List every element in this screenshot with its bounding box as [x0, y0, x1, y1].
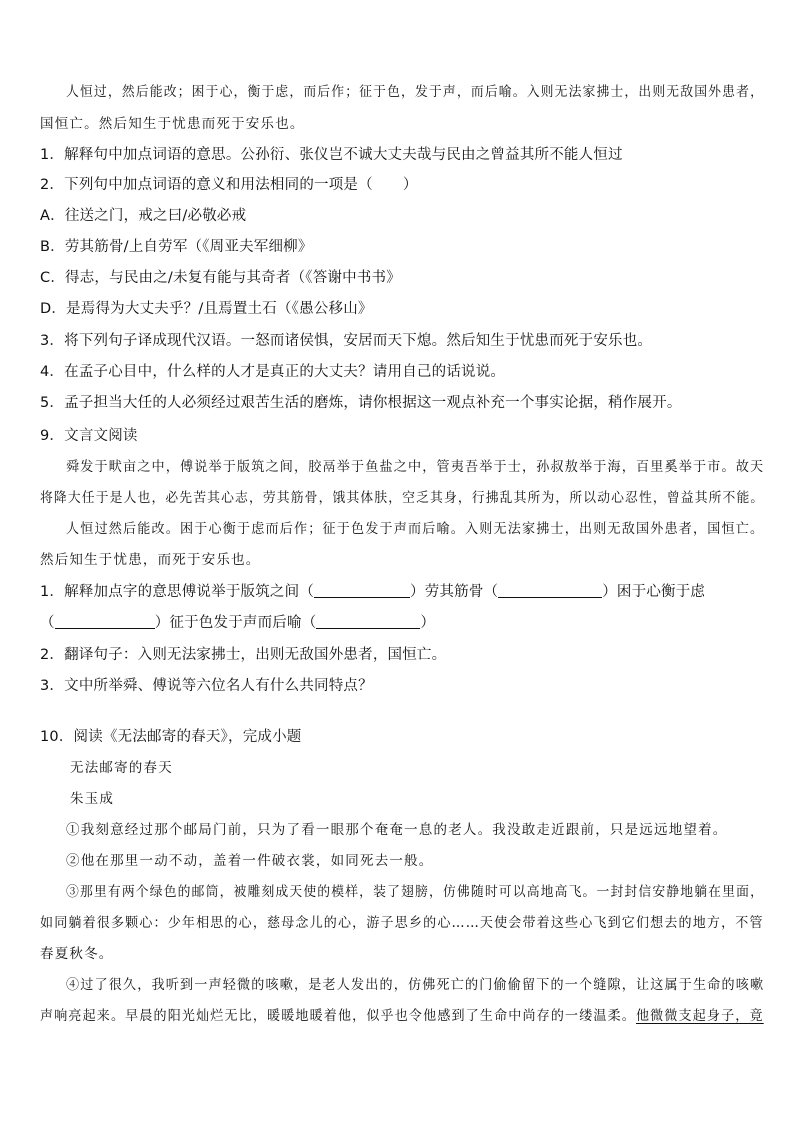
- q1-part-d: （: [40, 615, 55, 631]
- article-paragraph-1: ①我刻意经过那个邮局门前，只为了看一眼那个奄奄一息的老人。我没敢走近跟前，只是远远地望着。: [66, 822, 728, 838]
- question-2-close: ）: [402, 177, 418, 193]
- underlined-sentence: 他微微支起身子，竟: [635, 1008, 764, 1024]
- article-paragraph-3-line3: 春夏秋冬。: [40, 946, 114, 962]
- q1-part-e: ）征于色发于声而后喻（: [154, 615, 317, 631]
- question-5: 5．孟子担当大任的人必须经过艰苦生活的磨炼，请你根据这一观点补充一个事实论据，稍作展开。: [40, 395, 682, 411]
- article-paragraph-3-line2: 如同躺着很多颗心：少年相思的心，慈母念儿的心，游子思乡的心……天使会带着这些心飞到它们想去的地方，不管: [40, 915, 764, 931]
- option-b: B．劳其筋骨/上自劳军（《周亚夫军细柳》: [40, 239, 313, 255]
- passage1-line2: 国恒亡。然后知生于忧患而死于安乐也。: [40, 116, 305, 132]
- option-c: C．得志，与民由之/未复有能与其奇者（《答谢中书书》: [40, 270, 401, 286]
- article-title: 无法邮寄的春天: [70, 760, 173, 776]
- q1-part-a: 1．解释加点字的意思傅说举于版筑之间（: [40, 584, 315, 600]
- paragraph-4-text: 声响亮起来。早晨的阳光灿烂无比，暖暖地暖着他，似乎也令他感到了生命中尚存的一缕温柔。: [40, 1008, 636, 1024]
- section-9-question-1: [40, 582, 705, 602]
- section-9-heading: 9．文言文阅读: [40, 428, 138, 444]
- answer-blank-3[interactable]: [55, 614, 155, 629]
- option-a: A．往送之门，戒之曰/必敬必戒: [40, 208, 247, 224]
- article-paragraph-2: ②他在那里一动不动，盖着一件破衣裳，如同死去一般。: [66, 853, 434, 869]
- section-9-p1-line2: 将降大任于是人也，必先苦其心志，劳其筋骨，饿其体肤，空乏其身，行拂乱其所为，所以动心忍性，曾益其所不能。: [40, 490, 765, 506]
- section-9-question-2: 2．翻译句子：入则无法家拂士，出则无敌国外患者，国恒亡。: [40, 647, 447, 663]
- article-paragraph-3-line1: ③那里有两个绿色的邮筒，被雕刻成天使的模样，装了翅膀，仿佛随时可以高地高飞。一封封信安静地躺在里面，: [66, 884, 765, 900]
- question-1: 1．解释句中加点词语的意思。公孙衍、张仪岂不诚大丈夫哉与民由之曾益其所不能人恒过: [40, 147, 623, 163]
- section-9-p2-line1: 人恒过然后能改。困于心衡于虑而后作；征于色发于声而后喻。入则无法家拂士，出则无敌国外患者，国恒亡。: [66, 521, 765, 537]
- section-9-p2-line2: 然后知生于忧患，而死于安乐也。: [40, 552, 261, 568]
- option-d: D．是焉得为大丈夫乎？/且焉置土石（《愚公移山》: [40, 301, 373, 317]
- q1-part-f: ）: [420, 615, 436, 631]
- passage1-line1: 人恒过，然后能改；困于心，衡于虑，而后作；征于色，发于声，而后喻。入则无法家拂士，出则无敌国外患者，: [66, 84, 765, 100]
- section-9-question-1-cont: [40, 613, 435, 633]
- question-2: [40, 175, 418, 195]
- article-paragraph-4-line1: ④过了很久，我听到一声轻微的咳嗽，是老人发出的，仿佛死亡的门偷偷留下的一个缝隙，让这属于生命的咳嗽: [66, 977, 765, 993]
- q1-part-b: ）劳其筋骨（: [410, 584, 499, 600]
- article-paragraph-4-line2: [40, 1006, 764, 1026]
- question-4: 4．在孟子心目中，什么样的人才是真正的大丈夫？请用自己的话说说。: [40, 364, 506, 380]
- section-10-heading: 10．阅读《无法邮寄的春天》，完成小题: [40, 729, 302, 745]
- article-author: 朱玉成: [70, 791, 115, 807]
- question-2-text: 2．下列句中加点词语的意义和用法相同的一项是（: [40, 177, 373, 193]
- section-9-p1-line1: 舜发于畎亩之中，傅说举于版筑之间，胶鬲举于鱼盐之中，管夷吾举于士，孙叔敖举于海，百里奚举于市。故天: [66, 459, 765, 475]
- answer-blank-1[interactable]: [314, 583, 410, 598]
- q1-part-c: ）困于心衡于虑: [602, 584, 706, 600]
- question-3: 3．将下列句子译成现代汉语。一怒而诸侯惧，安居而天下熄。然后知生于忧患而死于安乐也。: [40, 333, 653, 349]
- answer-blank-2[interactable]: [498, 583, 602, 598]
- answer-blank-4[interactable]: [316, 614, 420, 629]
- section-9-question-3: 3．文中所举舜、傅说等六位名人有什么共同特点？: [40, 678, 373, 694]
